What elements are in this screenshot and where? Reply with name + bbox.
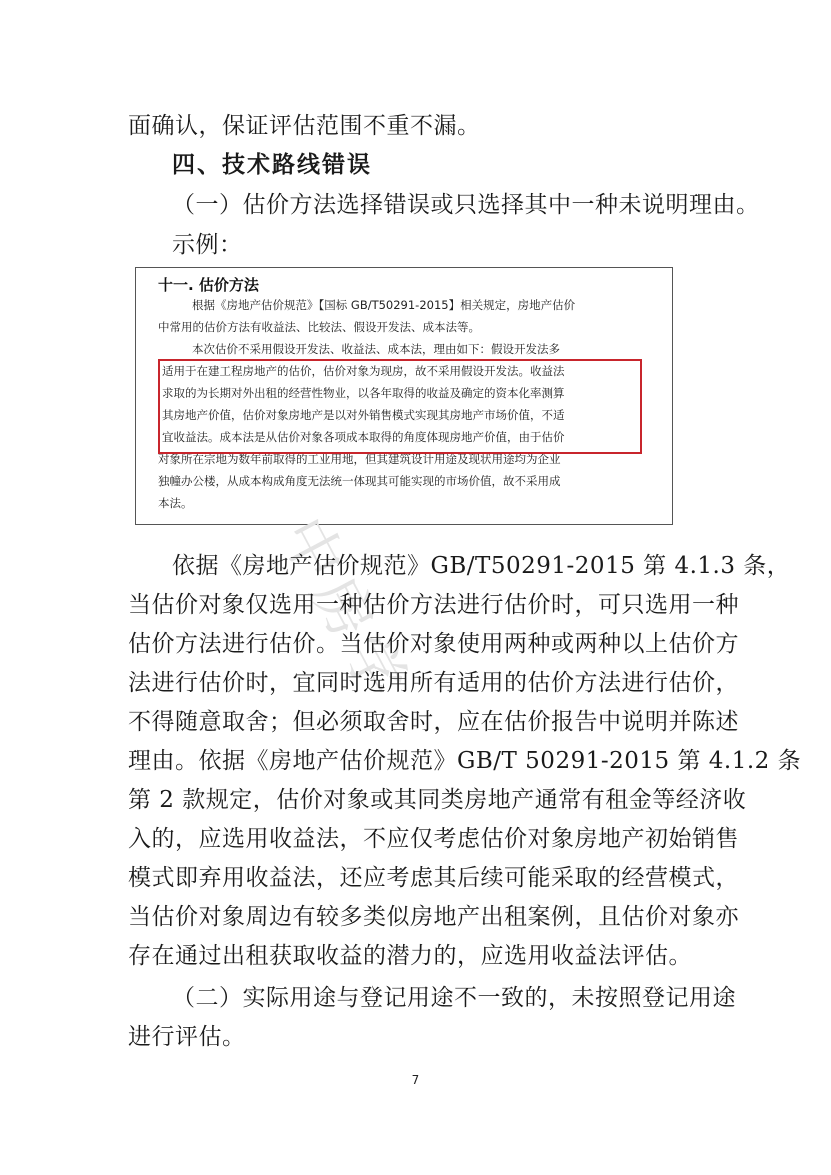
body-line: 当估价对象周边有较多类似房地产出租案例，且估价对象亦 — [128, 904, 739, 930]
snippet-line: 中常用的估价方法有收益法、比较法、假设开发法、成本法等。 — [158, 320, 480, 334]
snippet-line: 适用于在建工程房地产的估价，估价对象为现房，故不采用假设开发法。收益法 — [162, 364, 565, 378]
highlight-box — [158, 359, 642, 454]
snippet-line: 对象所在宗地为数年前取得的工业用地，但其建筑设计用途及现状用途均为企业 — [158, 452, 561, 466]
snippet-line: 本次估价不采用假设开发法、收益法、成本法，理由如下：假设开发法多 — [192, 342, 560, 356]
body-line: 当估价对象仅选用一种估价方法进行估价时，可只选用一种 — [128, 592, 739, 618]
snippet-line: 宜收益法。成本法是从估价对象各项成本取得的角度体现房地产价值，由于估价 — [162, 430, 565, 444]
body-line: 模式即弃用收益法，还应考虑其后续可能采取的经营模式， — [128, 865, 739, 891]
watermark: 中房学 — [266, 506, 422, 714]
snippet-line: 其房地产价值，估价对象房地产是以对外销售模式实现其房地产市场价值，不适 — [162, 408, 565, 422]
section-heading: 四、技术路线错误 — [172, 152, 372, 178]
top-paragraph-line: 面确认，保证评估范围不重不漏。 — [128, 113, 481, 139]
body-line: 法进行估价时，宜同时选用所有适用的估价方法进行估价， — [128, 670, 739, 696]
body-line: 理由。依据《房地产估价规范》GB/T 50291-2015 第 4.1.2 条 — [128, 748, 802, 774]
snippet-line: 本法。 — [158, 496, 193, 510]
snippet-line: 求取的为长期对外出租的经营性物业，以各年取得的收益及确定的资本化率测算 — [162, 386, 565, 400]
page-number: 7 — [411, 1073, 420, 1087]
example-label: 示例： — [172, 232, 243, 258]
body-line: 不得随意取舍；但必须取舍时，应在估价报告中说明并陈述 — [128, 709, 739, 735]
subsection-heading-1: （一）估价方法选择错误或只选择其中一种未说明理由。 — [172, 192, 760, 218]
example-snippet-image — [135, 267, 673, 525]
subsection-heading-2-cont: 进行评估。 — [128, 1024, 246, 1050]
snippet-line: 独幢办公楼，从成本构成角度无法统一体现其可能实现的市场价值，故不采用成 — [158, 474, 561, 488]
subsection-heading-2: （二）实际用途与登记用途不一致的，未按照登记用途 — [172, 985, 736, 1011]
snippet-title: 十一. 估价方法 — [158, 276, 259, 294]
body-line: 第 2 款规定，估价对象或其同类房地产通常有租金等经济收 — [128, 787, 747, 813]
body-line: 存在通过出租获取收益的潜力的，应选用收益法评估。 — [128, 943, 692, 969]
body-line: 入的，应选用收益法，不应仅考虑估价对象房地产初始销售 — [128, 826, 739, 852]
snippet-line: 根据《房地产估价规范》【国标 GB/T50291-2015】相关规定，房地产估价 — [192, 298, 576, 312]
body-line: 估价方法进行估价。当估价对象使用两种或两种以上估价方 — [128, 631, 739, 657]
body-line: 依据《房地产估价规范》GB/T50291-2015 第 4.1.3 条， — [172, 553, 791, 579]
